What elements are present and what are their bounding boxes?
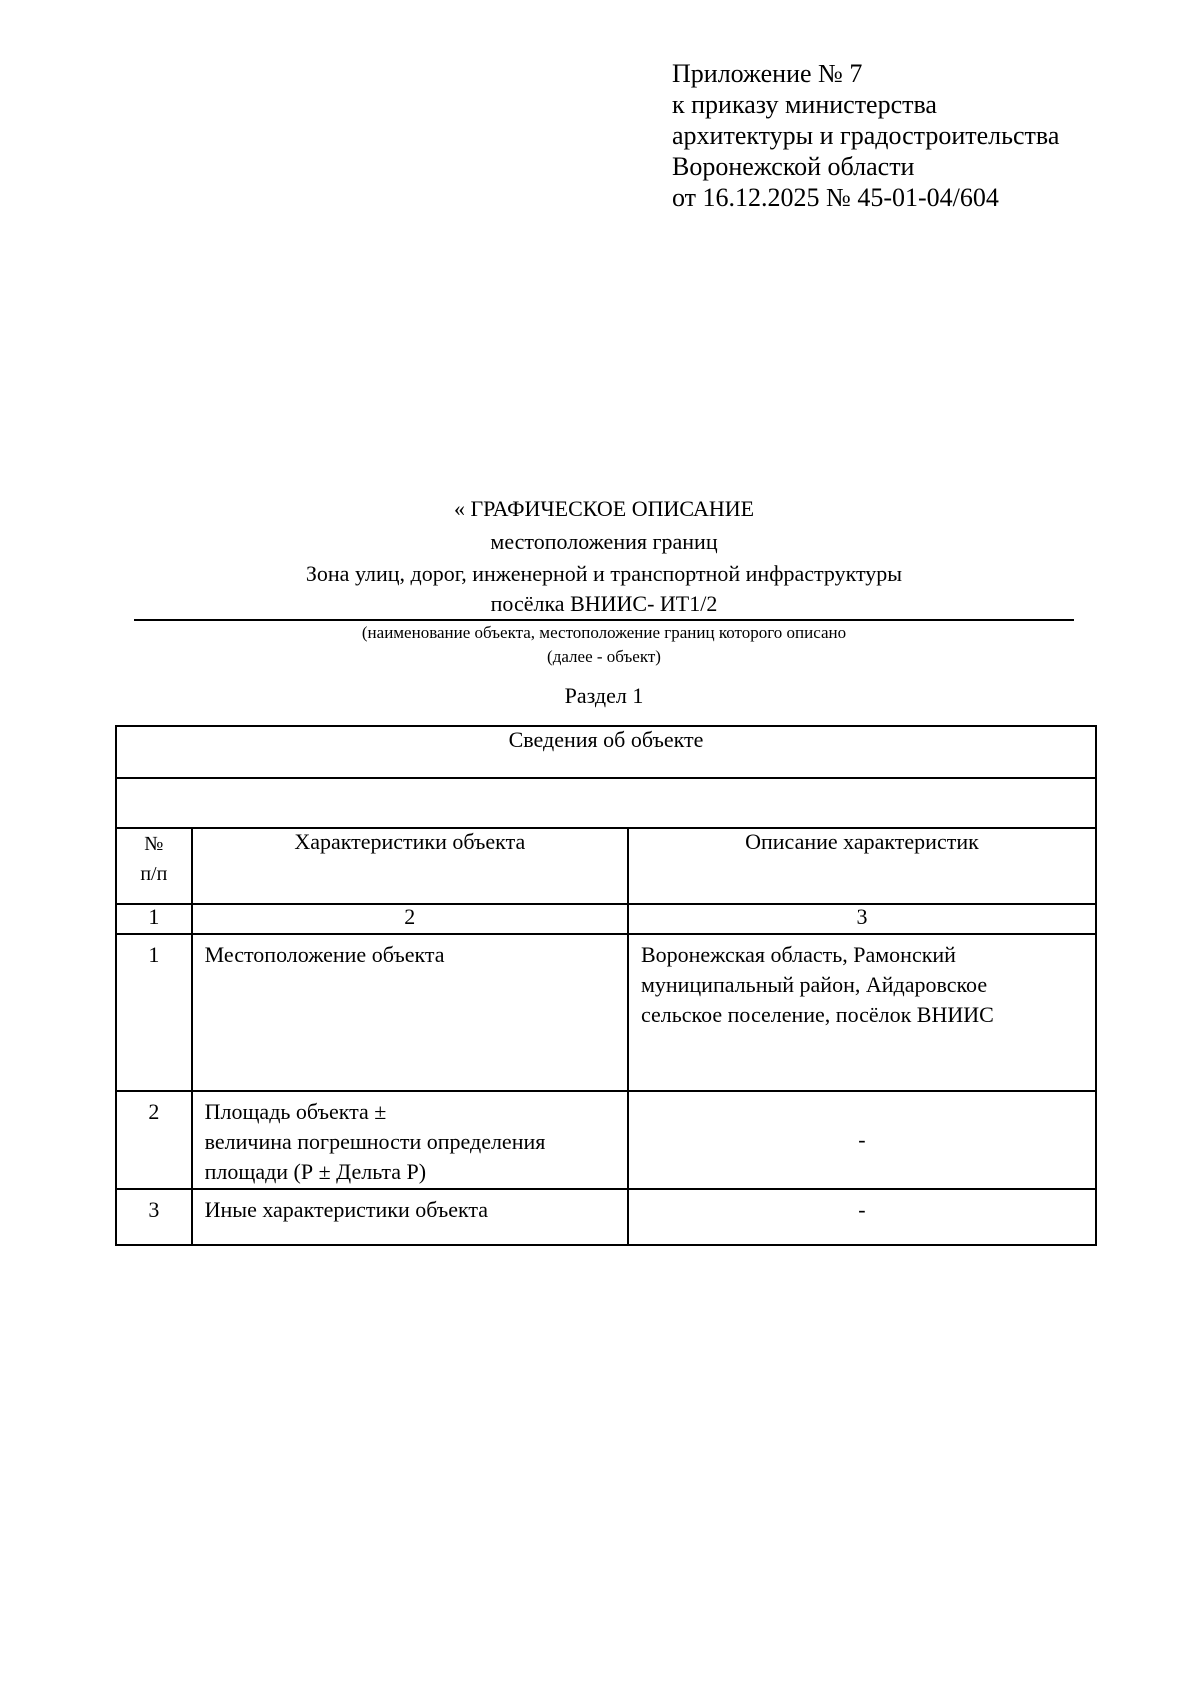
description-cell: - xyxy=(628,1091,1096,1189)
characteristic-name: Иные характеристики объекта xyxy=(204,1197,489,1222)
row-number-cell xyxy=(116,1091,192,1189)
table-row xyxy=(116,1091,1096,1189)
header-number xyxy=(116,828,192,904)
row-number: 2 xyxy=(148,1099,160,1124)
row-number-cell xyxy=(116,934,192,1091)
description-line: Воронежская область, Рамонский xyxy=(640,942,956,967)
appendix-line: Воронежской области xyxy=(672,152,915,181)
object-name-line: Зона улиц, дорог, инженерной и транспортной инфраструктуры xyxy=(305,561,903,586)
row-number: 3 xyxy=(148,1197,160,1222)
row-number: 1 xyxy=(148,942,160,967)
characteristic-line: величина погрешности определения xyxy=(204,1129,546,1154)
table-title: Сведения об объекте xyxy=(116,726,1096,778)
table-row xyxy=(116,1189,1096,1245)
object-name-line: посёлка ВНИИС- ИТ1/2 xyxy=(490,591,718,616)
table-empty-cell xyxy=(116,778,1096,828)
header-number-label: п/п xyxy=(140,863,168,885)
description-text: - xyxy=(858,1197,866,1222)
appendix-line: к приказу министерства xyxy=(672,90,937,119)
description-text xyxy=(629,935,1095,1030)
characteristic-cell xyxy=(192,1189,628,1245)
document-subtitle: местоположения границ xyxy=(490,529,718,554)
appendix-line: Приложение № 7 xyxy=(672,59,863,88)
document-title-block xyxy=(134,492,1074,711)
characteristic-cell xyxy=(192,934,628,1091)
description-cell xyxy=(628,1189,1096,1245)
caption-line: (далее - объект) xyxy=(547,647,661,666)
header-characteristics: Характеристики объекта xyxy=(192,828,628,904)
column-index: 3 xyxy=(628,904,1096,934)
section-title: Раздел 1 xyxy=(564,683,644,708)
table-empty-row xyxy=(116,778,1096,828)
characteristic-name: Местоположение объекта xyxy=(204,942,445,967)
appendix-header xyxy=(672,58,1059,213)
table-row xyxy=(116,934,1096,1091)
appendix-line: архитектуры и градостроительства xyxy=(672,121,1060,150)
characteristic-name xyxy=(193,1092,627,1187)
table-header-row xyxy=(116,828,1096,904)
description-line: сельское поселение, посёлок ВНИИС xyxy=(640,1002,994,1027)
header-number-symbol: № xyxy=(144,833,164,855)
characteristic-line: площади (Р ± Дельта Р) xyxy=(204,1159,427,1184)
description-cell xyxy=(628,934,1096,1091)
caption-line: (наименование объекта, местоположение границ которого описано xyxy=(361,623,847,642)
row-number-cell xyxy=(116,1189,192,1245)
column-index: 1 xyxy=(116,904,192,934)
appendix-line: от 16.12.2025 № 45-01-04/604 xyxy=(672,183,999,212)
description-line: муниципальный район, Айдаровское xyxy=(640,972,988,997)
characteristic-line: Площадь объекта ± xyxy=(204,1099,387,1124)
object-info-table xyxy=(115,725,1097,1246)
header-description: Описание характеристик xyxy=(628,828,1096,904)
characteristic-cell xyxy=(192,1091,628,1189)
table-title-row xyxy=(116,726,1096,778)
document-title: « ГРАФИЧЕСКОЕ ОПИСАНИЕ xyxy=(453,496,755,521)
table-index-row xyxy=(116,904,1096,934)
column-index: 2 xyxy=(192,904,628,934)
